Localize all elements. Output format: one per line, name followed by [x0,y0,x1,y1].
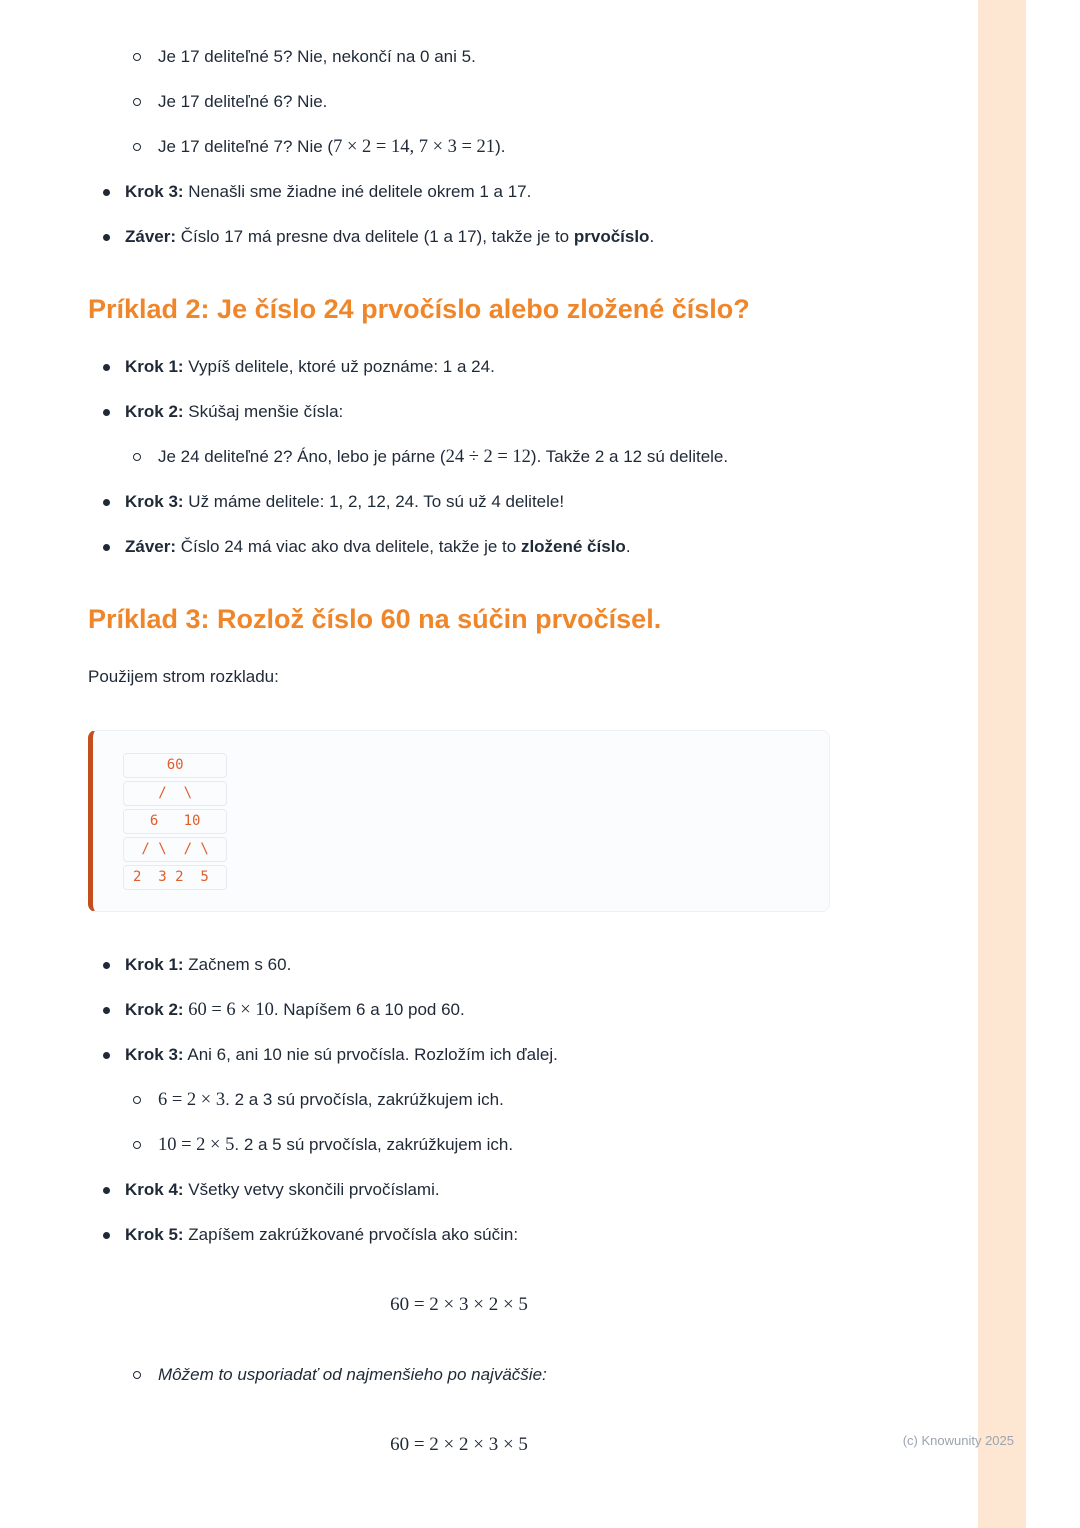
bold-text: Záver: [125,537,177,556]
bullet-icon [103,1232,110,1239]
list-item [88,1042,830,1068]
text-segment: Skúšaj menšie čísla: [183,402,344,421]
list-item [88,952,830,978]
math-segment: 7 × 2 = 14, 7 × 3 = 21 [333,137,496,157]
bullet-icon [103,1052,110,1059]
text-segment: Je 17 deliteľné 7? Nie ( [158,137,334,156]
text-segment: Je 24 deliteľné 2? Áno, lebo je párne ( [158,447,446,466]
bullet-icon [103,544,110,551]
text-segment: ). Takže 2 a 12 sú delitele. [530,447,729,466]
tree-line: 6 10 [123,809,227,834]
circle-bullet-icon [133,143,141,151]
list-item-text [125,955,291,974]
list-item [88,134,830,160]
text-segment: Nenašli sme žiadne iné delitele okrem 1 a 17. [183,182,532,201]
section-heading-priklad-2: Príklad 2: Je číslo 24 prvočíslo alebo zložené číslo? [88,294,750,324]
list-item-text: Je 17 deliteľné 5? Nie, nekončí na 0 ani 5. [158,47,476,66]
text-segment: ). [495,137,506,156]
math-display: 60 = 2 × 2 × 3 × 5 [390,1434,528,1455]
list-item [88,1222,830,1248]
bullet-icon [103,234,110,241]
document-content [88,44,830,1502]
right-accent-stripe [978,0,1026,1528]
text-segment: . Napíšem 6 a 10 pod 60. [273,1000,465,1019]
sub-list [88,44,830,160]
list-item-text [125,1045,558,1064]
list-item-text [125,1180,440,1199]
list-item-text [158,1090,504,1109]
math-segment: 6 = 2 × 3 [158,1090,226,1110]
bullet-icon [103,409,110,416]
tree-line: / \ [123,781,227,806]
intro-paragraph: Použijem strom rozkladu: [88,667,279,686]
list-item-text [158,1135,513,1154]
list-item-text [125,182,531,201]
list-item-text: Môžem to usporiadať od najmenšieho po najväčšie: [158,1365,547,1384]
text-segment: . 2 a 3 sú prvočísla, zakrúžkujem ich. [225,1090,504,1109]
list-item [88,89,830,115]
math-segment: 60 = 6 × 10 [183,1000,274,1020]
tree-line: 60 [123,753,227,778]
list-item [88,1177,830,1203]
bold-text: Krok 3: [125,182,184,201]
text-segment: Číslo 24 má viac ako dva delitele, takže je to [176,537,521,556]
tree-line: 2 3 2 5 [123,865,227,890]
bold-text: Krok 1: [125,357,184,376]
text-segment: Vypíš delitele, ktoré už poznáme: 1 a 24. [183,357,495,376]
text-segment: Zapíšem zakrúžkované prvočísla ako súčin: [183,1225,519,1244]
bold-text: Krok 1: [125,955,184,974]
list-item [88,1132,830,1158]
text-segment: . [649,227,655,246]
circle-bullet-icon [133,53,141,61]
list-item [88,354,830,380]
list-item-text [125,227,654,246]
section-heading-priklad-3: Príklad 3: Rozlož číslo 60 na súčin prvočísel. [88,604,662,634]
math-segment: 24 ÷ 2 = 12 [445,447,531,467]
list-item [88,997,830,1023]
bold-text: Krok 5: [125,1225,184,1244]
bold-text: Krok 2: [125,1000,184,1019]
factor-tree-code-block [88,730,830,912]
bold-text: Krok 4: [125,1180,184,1199]
text-segment: Začnem s 60. [183,955,292,974]
list-item-text [125,537,631,556]
list-item [88,534,830,560]
text-segment: Všetky vetvy skončili prvočíslami. [183,1180,440,1199]
text-segment: . [625,537,631,556]
bold-text: Krok 3: [125,492,184,511]
list-item [88,1087,830,1113]
list-item-text [158,447,728,466]
list-item-text [125,357,495,376]
circle-bullet-icon [133,1096,141,1104]
bold-text: prvočíslo [573,227,650,246]
tree-line: / \ / \ [123,837,227,862]
list-item [88,399,830,425]
list-item-text [125,492,564,511]
bullet-icon [103,1187,110,1194]
circle-bullet-icon [133,1141,141,1149]
circle-bullet-icon [133,453,141,461]
bullet-icon [103,962,110,969]
list-item [88,179,830,205]
footer-credit: (c) Knowunity 2025 [902,1433,1014,1448]
math-segment: 10 = 2 × 5 [158,1135,235,1155]
list-item [88,489,830,515]
list-item-text [158,137,505,156]
list-item [88,444,830,470]
list-item-text: Je 17 deliteľné 6? Nie. [158,92,328,111]
list-item-text [125,402,343,421]
list-item-text [125,1000,465,1019]
bold-text: Krok 3: [125,1045,184,1064]
circle-bullet-icon [133,1371,141,1379]
list-item [88,44,830,70]
text-segment: Číslo 17 má presne dva delitele (1 a 17), takže je to [176,227,574,246]
text-segment: Ani 6, ani 10 nie sú prvočísla. Rozložím ich ďalej. [183,1045,558,1064]
text-segment: . 2 a 5 sú prvočísla, zakrúžkujem ich. [234,1135,514,1154]
circle-bullet-icon [133,98,141,106]
text-segment: Už máme delitele: 1, 2, 12, 24. To sú už 4 delitele! [183,492,565,511]
bullet-icon [103,499,110,506]
bold-text: zložené číslo [520,537,626,556]
bold-text: Záver: [125,227,177,246]
bullet-icon [103,1007,110,1014]
list-item-text [125,1225,518,1244]
bullet-icon [103,364,110,371]
bullet-icon [103,189,110,196]
list-item [88,1362,830,1388]
bold-text: Krok 2: [125,402,184,421]
math-display: 60 = 2 × 3 × 2 × 5 [390,1294,528,1315]
list-item [88,224,830,250]
